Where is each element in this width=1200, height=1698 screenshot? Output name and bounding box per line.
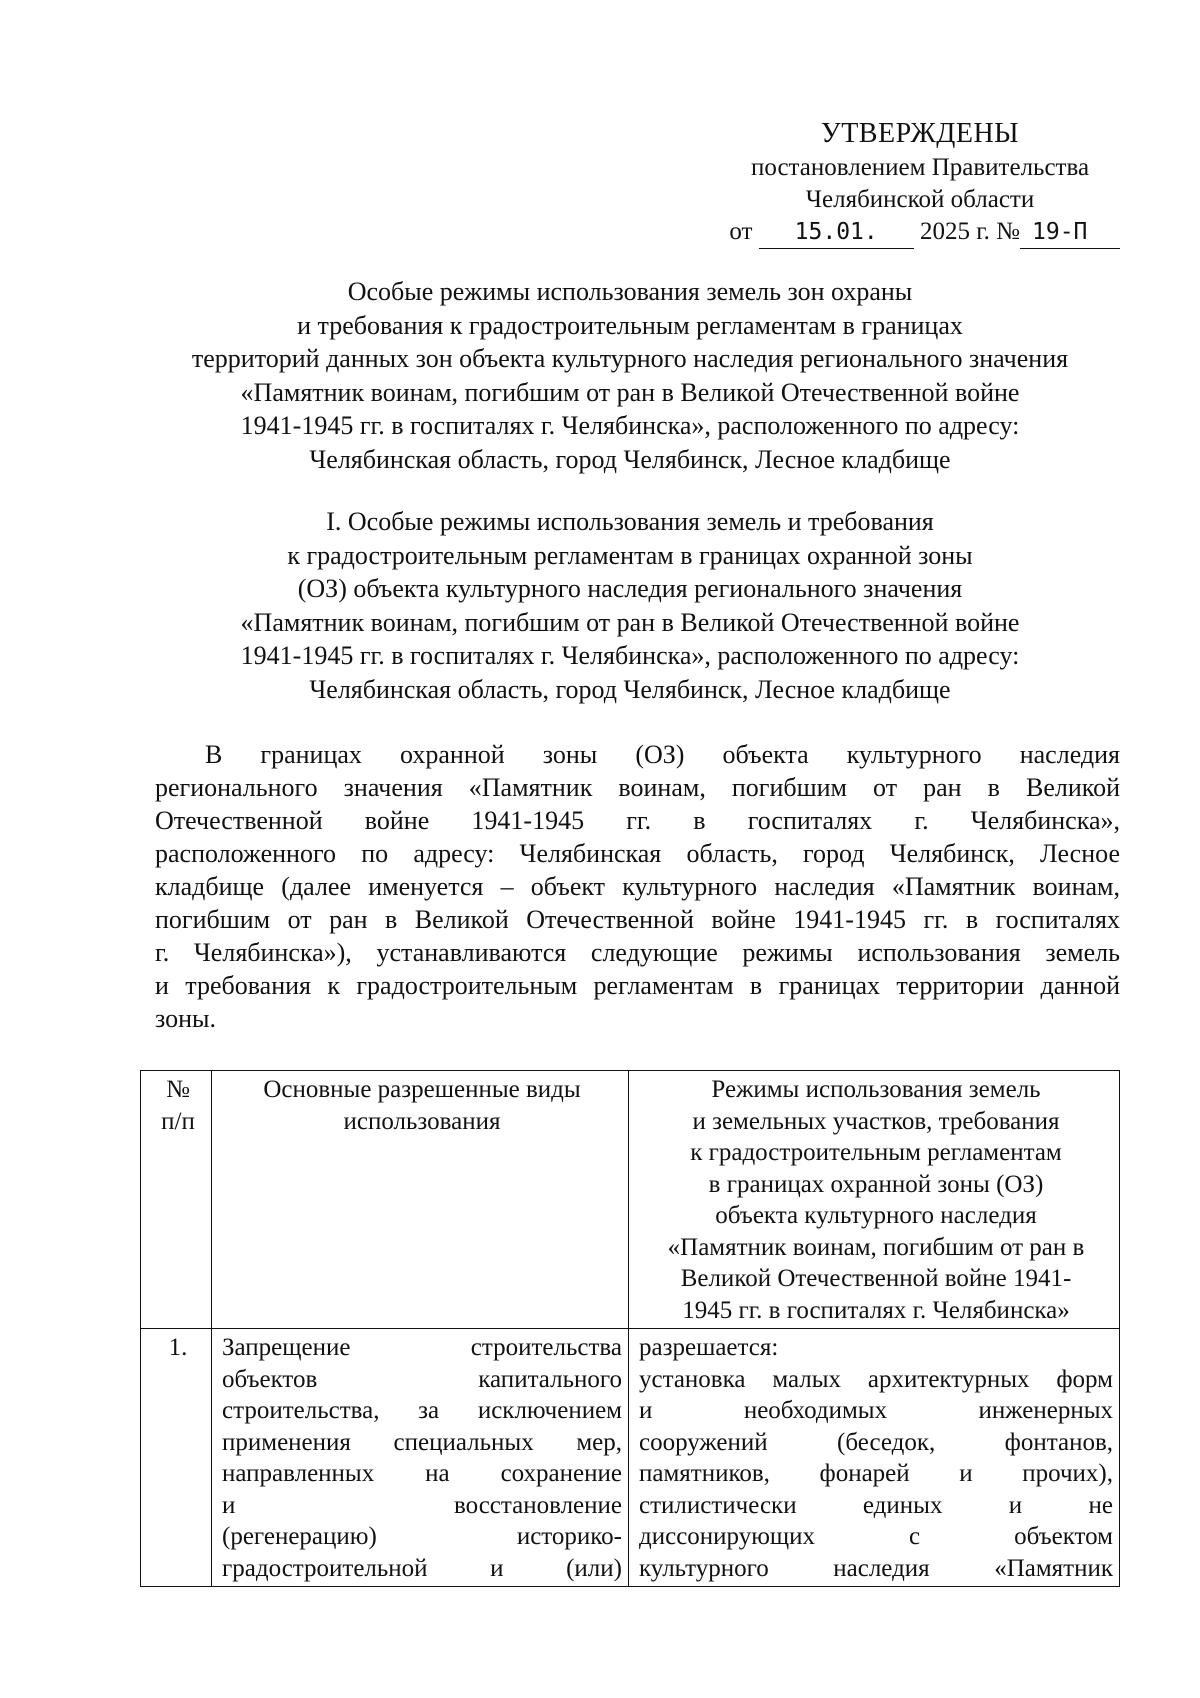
row-uses-cell bbox=[212, 1329, 629, 1587]
intro-line: погибшим от ран в Великой Отечественной войне 1941-1945 гг. в госпиталях bbox=[155, 905, 1120, 934]
intro-line: регионального значения «Памятник воинам, погибшим от ран в Великой bbox=[155, 773, 1120, 802]
cell-line: объектов капитального bbox=[222, 1365, 622, 1393]
section-line: 1941-1945 гг. в госпиталях г. Челябинска», расположенного по адресу: bbox=[240, 641, 1020, 670]
section-heading bbox=[140, 505, 1120, 706]
approval-stamp bbox=[700, 118, 1140, 249]
intro-line: и требования к градостроительным регламентам в границах территории данной bbox=[155, 971, 1120, 1000]
section-line: I. Особые режимы использования земель и требования bbox=[326, 507, 934, 536]
header-text: 1945 гг. в госпиталях г. Челябинска» bbox=[682, 1296, 1070, 1324]
header-text: «Памятник воинам, погибшим от ран в bbox=[667, 1233, 1085, 1261]
title-line: «Памятник воинам, погибшим от ран в Великой Отечественной войне bbox=[240, 377, 1020, 407]
title-line: территорий данных зон объекта культурного наследия регионального значения bbox=[191, 344, 1069, 373]
year-text: 2025 г. № bbox=[919, 218, 1020, 245]
section-line: к градостроительным регламентам в границах охранной зоны bbox=[287, 540, 973, 570]
title-line: 1941-1945 гг. в госпиталях г. Челябинска», расположенного по адресу: bbox=[240, 411, 1020, 440]
cell-line: и восстановление bbox=[222, 1491, 622, 1519]
document-title bbox=[140, 275, 1120, 476]
cell-line: сооружений (беседок, фонтанов, bbox=[639, 1428, 1113, 1456]
cell-line: памятников, фонарей и прочих), bbox=[639, 1460, 1113, 1487]
cell-line: градостроительной и (или) bbox=[222, 1554, 622, 1582]
cell-line: направленных на сохранение bbox=[222, 1460, 622, 1487]
approval-line-2: Челябинской области bbox=[805, 186, 1035, 213]
cell-line: Запрещение строительства bbox=[222, 1334, 622, 1361]
date-value: 15.01. bbox=[759, 216, 914, 249]
cell-line: разрешается: bbox=[639, 1334, 779, 1361]
header-uses-cell bbox=[212, 1071, 629, 1329]
section-line: (ОЗ) объекта культурного наследия регионального значения bbox=[297, 574, 963, 603]
cell-line: и необходимых инженерных bbox=[639, 1397, 1113, 1424]
cell-line: (регенерацию) историко- bbox=[222, 1523, 622, 1550]
intro-paragraph bbox=[155, 738, 1120, 1035]
table-row bbox=[141, 1329, 1120, 1587]
title-line: Особые режимы использования земель зон охраны bbox=[347, 277, 913, 306]
regulations-table bbox=[140, 1070, 1120, 1587]
header-number-cell bbox=[141, 1071, 212, 1329]
intro-line: Отечественной войне 1941-1945 гг. в госпиталях г. Челябинска», bbox=[155, 806, 1120, 835]
date-prefix: от bbox=[729, 218, 753, 245]
cell-line: стилистически единых и не bbox=[639, 1491, 1113, 1519]
header-text: и земельных участков, требования bbox=[692, 1107, 1060, 1135]
row-regimes-cell bbox=[629, 1329, 1120, 1587]
header-text: к градостроительным регламентам bbox=[690, 1139, 1062, 1166]
header-text: объекта культурного наследия bbox=[715, 1202, 1037, 1229]
intro-line: кладбище (далее именуется – объект культурного наследия «Памятник воинам, bbox=[155, 872, 1120, 901]
header-regimes-cell bbox=[629, 1071, 1120, 1329]
row-number-cell: 1. bbox=[141, 1329, 212, 1587]
cell-line: применения специальных мер, bbox=[222, 1428, 622, 1456]
header-text: использования bbox=[343, 1107, 501, 1135]
intro-line: В границах охранной зоны (ОЗ) объекта культурного наследия bbox=[205, 740, 1120, 769]
section-line: «Памятник воинам, погибшим от ран в Великой Отечественной войне bbox=[240, 607, 1020, 637]
intro-last-line: зоны. bbox=[155, 1004, 217, 1033]
intro-line: г. Челябинска»), устанавливаются следующие режимы использования земель bbox=[155, 938, 1120, 967]
approval-heading: УТВЕРЖДЕНЫ bbox=[820, 118, 1020, 149]
title-line: Челябинская область, город Челябинск, Лесное кладбище bbox=[309, 444, 951, 474]
cell-line: установка малых архитектурных форм bbox=[639, 1365, 1113, 1393]
section-line: Челябинская область, город Челябинск, Лесное кладбище bbox=[309, 674, 951, 704]
approval-date-line bbox=[700, 216, 1140, 249]
header-text: Великой Отечественной войне 1941- bbox=[680, 1265, 1072, 1292]
header-text: № bbox=[166, 1076, 190, 1103]
cell-line: культурного наследия «Памятник bbox=[639, 1554, 1113, 1582]
header-text: п/п bbox=[161, 1107, 195, 1135]
header-text: Режимы использования земель bbox=[711, 1076, 1041, 1103]
cell-line: диссонирующих с объектом bbox=[639, 1523, 1113, 1550]
intro-line: расположенного по адресу: Челябинская область, город Челябинск, Лесное bbox=[155, 839, 1120, 868]
title-line: и требования к градостроительным регламентам в границах bbox=[297, 310, 963, 340]
approval-line-1: постановлением Правительства bbox=[750, 154, 1090, 181]
header-text: Основные разрешенные виды bbox=[263, 1076, 581, 1103]
table-header-row bbox=[141, 1071, 1120, 1329]
cell-line: строительства, за исключением bbox=[222, 1397, 622, 1424]
decree-number: 19-П bbox=[1020, 216, 1120, 249]
header-text: в границах охранной зоны (ОЗ) bbox=[708, 1170, 1044, 1198]
